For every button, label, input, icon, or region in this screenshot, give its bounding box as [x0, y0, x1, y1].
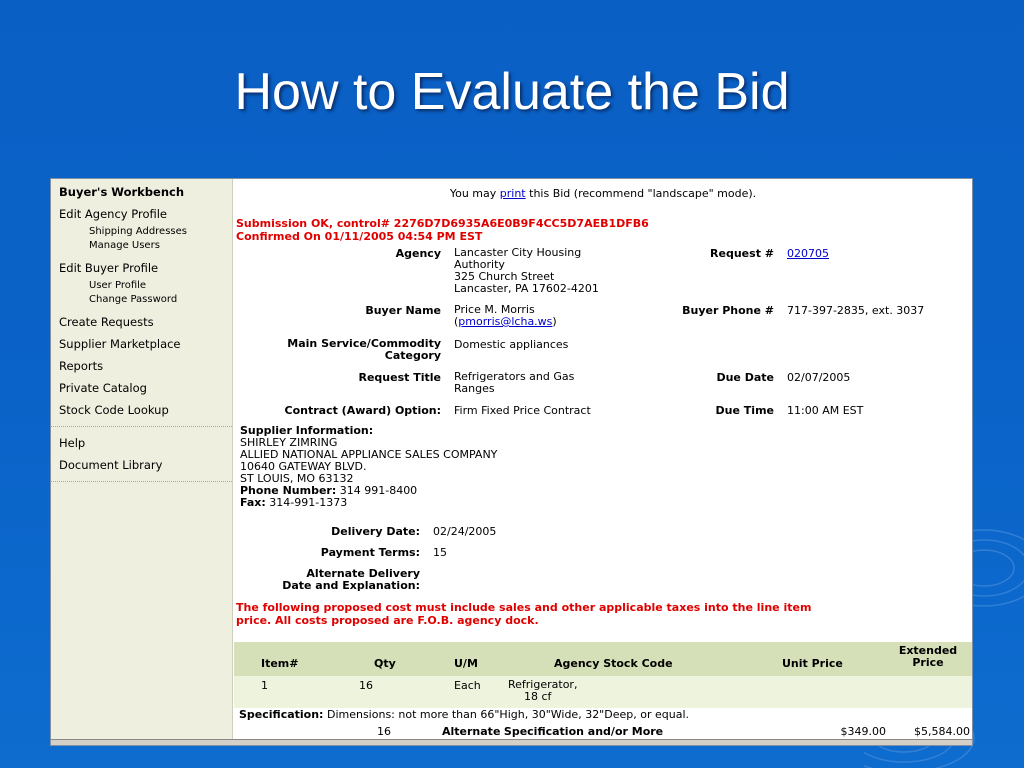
buyer-email-link[interactable]: pmorris@lcha.ws: [458, 315, 553, 328]
main-category-label: [234, 338, 441, 362]
row-description-line: Refrigerator,: [508, 678, 578, 691]
print-notice: [234, 187, 972, 200]
supplier-phone-label: Phone Number:: [240, 484, 337, 497]
submission-status: Submission OK, control# 2276D7D6935A6E0B9F4CC5D7AEB1DFB6: [236, 217, 649, 230]
request-number-label: Request #: [710, 247, 774, 260]
alt-spec-label-rest: Specification and/or More: [503, 725, 664, 738]
supplier-line: ALLIED NATIONAL APPLIANCE SALES COMPANY: [240, 448, 498, 461]
specification-label: Specification:: [239, 708, 324, 721]
tax-notice: [236, 601, 968, 627]
supplier-heading: Supplier Information:: [240, 424, 374, 437]
due-time-value: 11:00 AM EST: [787, 404, 864, 417]
agency-line: Authority: [454, 258, 505, 271]
row-item: 1: [261, 679, 268, 692]
buyer-phone-value: 717-397-2835, ext. 3037: [787, 304, 925, 317]
alternate-delivery-label: [234, 568, 420, 592]
buyer-name-label: Buyer Name: [365, 304, 441, 317]
supplier-fax-value: 314-991-1373: [269, 496, 348, 509]
request-title-label: Request Title: [358, 371, 441, 384]
specification-text: Dimensions: not more than 66"High, 30"Wide, 32"Deep, or equal.: [326, 708, 689, 721]
sidebar-heading: Buyer's Workbench: [59, 185, 185, 199]
supplier-line: SHIRLEY ZIMRING: [240, 436, 338, 449]
print-notice-post: this Bid (recommend "landscape" mode).: [529, 187, 757, 200]
row-description-line: 18 cf: [524, 690, 552, 703]
buyer-email-line: [454, 316, 557, 328]
bid-screenshot: [50, 178, 973, 746]
sidebar-item-manage-users[interactable]: Manage Users: [89, 240, 160, 251]
payment-terms-label: Payment Terms:: [320, 546, 420, 559]
line-items-header: [234, 642, 972, 676]
print-link[interactable]: print: [499, 187, 526, 200]
specification: [239, 708, 689, 721]
alt-spec-label-bold: Alternate: [442, 725, 501, 738]
due-time-label: Due Time: [715, 404, 774, 417]
alternate-delivery-label-line: Date and Explanation:: [282, 579, 420, 592]
alternate-delivery-label-line: Alternate Delivery: [306, 567, 420, 580]
supplier-phone-value: 314 991-8400: [339, 484, 418, 497]
tax-notice-line: The following proposed cost must include sales and other applicable taxes into the line item: [236, 601, 812, 614]
sidebar-divider: [51, 426, 232, 427]
request-number-link[interactable]: 020705: [787, 247, 829, 260]
col-unit-price: Unit Price: [782, 657, 843, 670]
agency-line: Lancaster City Housing: [454, 246, 582, 259]
buyer-name: Price M. Morris: [454, 303, 535, 316]
sidebar-item-stock-code-lookup[interactable]: Stock Code Lookup: [59, 403, 169, 417]
confirmed-timestamp: Confirmed On 01/11/2005 04:54 PM EST: [236, 230, 483, 243]
row-um: Each: [454, 679, 481, 692]
supplier-info: [240, 425, 497, 509]
slide-title: How to Evaluate the Bid: [234, 63, 790, 121]
main-category-value: Domestic appliances: [454, 338, 569, 351]
supplier-fax-label: Fax:: [240, 496, 266, 509]
contract-option-value: Firm Fixed Price Contract: [454, 404, 591, 417]
due-date-value: 02/07/2005: [787, 371, 851, 384]
agency-line: 325 Church Street: [454, 270, 555, 283]
sidebar-item-reports[interactable]: Reports: [59, 359, 104, 373]
sidebar-item-create-requests[interactable]: Create Requests: [59, 315, 154, 329]
row-description: [508, 679, 577, 703]
contract-option-label: Contract (Award) Option:: [284, 404, 441, 417]
sidebar-item-supplier-marketplace[interactable]: Supplier Marketplace: [59, 337, 181, 351]
sidebar-item-change-password[interactable]: Change Password: [89, 294, 178, 305]
print-notice-pre: You may: [449, 187, 497, 200]
col-extended-line: Price: [912, 656, 944, 669]
main-category-label-line: Main Service/Commodity: [287, 337, 441, 350]
alt-qty: 16: [377, 725, 391, 738]
delivery-date-label: Delivery Date:: [331, 525, 420, 538]
supplier-line: ST LOUIS, MO 63132: [240, 472, 354, 485]
agency-value: [454, 247, 599, 295]
alt-unit-price: $349.00: [840, 725, 886, 738]
request-title-value: [454, 371, 574, 395]
due-date-label: Due Date: [716, 371, 774, 384]
buyer-phone-label: Buyer Phone #: [682, 304, 774, 317]
sidebar-divider: [51, 481, 232, 482]
paren-open: (: [454, 315, 459, 328]
buyer-name-value: [454, 304, 557, 328]
sidebar: [51, 179, 233, 746]
sidebar-item-shipping-addresses[interactable]: Shipping Addresses: [89, 226, 187, 237]
col-um: U/M: [454, 657, 478, 670]
sidebar-item-help[interactable]: Help: [59, 436, 86, 450]
row-qty: 16: [359, 679, 373, 692]
alt-spec-label: [442, 725, 663, 738]
main-category-label-line: Category: [384, 349, 441, 362]
sidebar-item-edit-agency[interactable]: Edit Agency Profile: [59, 207, 167, 221]
table-row: [234, 676, 972, 708]
agency-line: Lancaster, PA 17602-4201: [454, 282, 599, 295]
sidebar-item-document-library[interactable]: Document Library: [59, 458, 163, 472]
supplier-fax: [240, 497, 497, 509]
delivery-date-value: 02/24/2005: [433, 525, 497, 538]
bid-content: [234, 179, 972, 745]
supplier-line: 10640 GATEWAY BLVD.: [240, 460, 367, 473]
request-title-line: Refrigerators and Gas: [454, 370, 575, 383]
paren-close: ): [552, 315, 557, 328]
sidebar-item-user-profile[interactable]: User Profile: [89, 280, 147, 291]
request-title-line: Ranges: [454, 382, 495, 395]
col-qty: Qty: [374, 657, 396, 670]
window-status-bar: [51, 739, 973, 745]
sidebar-item-private-catalog[interactable]: Private Catalog: [59, 381, 147, 395]
col-stock-code: Agency Stock Code: [554, 657, 673, 670]
tax-notice-line: price. All costs proposed are F.O.B. agency dock.: [236, 614, 539, 627]
col-extended-price: [884, 645, 972, 669]
alt-extended-price: $5,584.00: [914, 725, 970, 738]
payment-terms-value: 15: [433, 546, 447, 559]
col-item: Item#: [261, 657, 299, 670]
sidebar-item-edit-buyer[interactable]: Edit Buyer Profile: [59, 261, 159, 275]
agency-label: Agency: [395, 247, 441, 260]
col-extended-line: Extended: [898, 644, 958, 657]
